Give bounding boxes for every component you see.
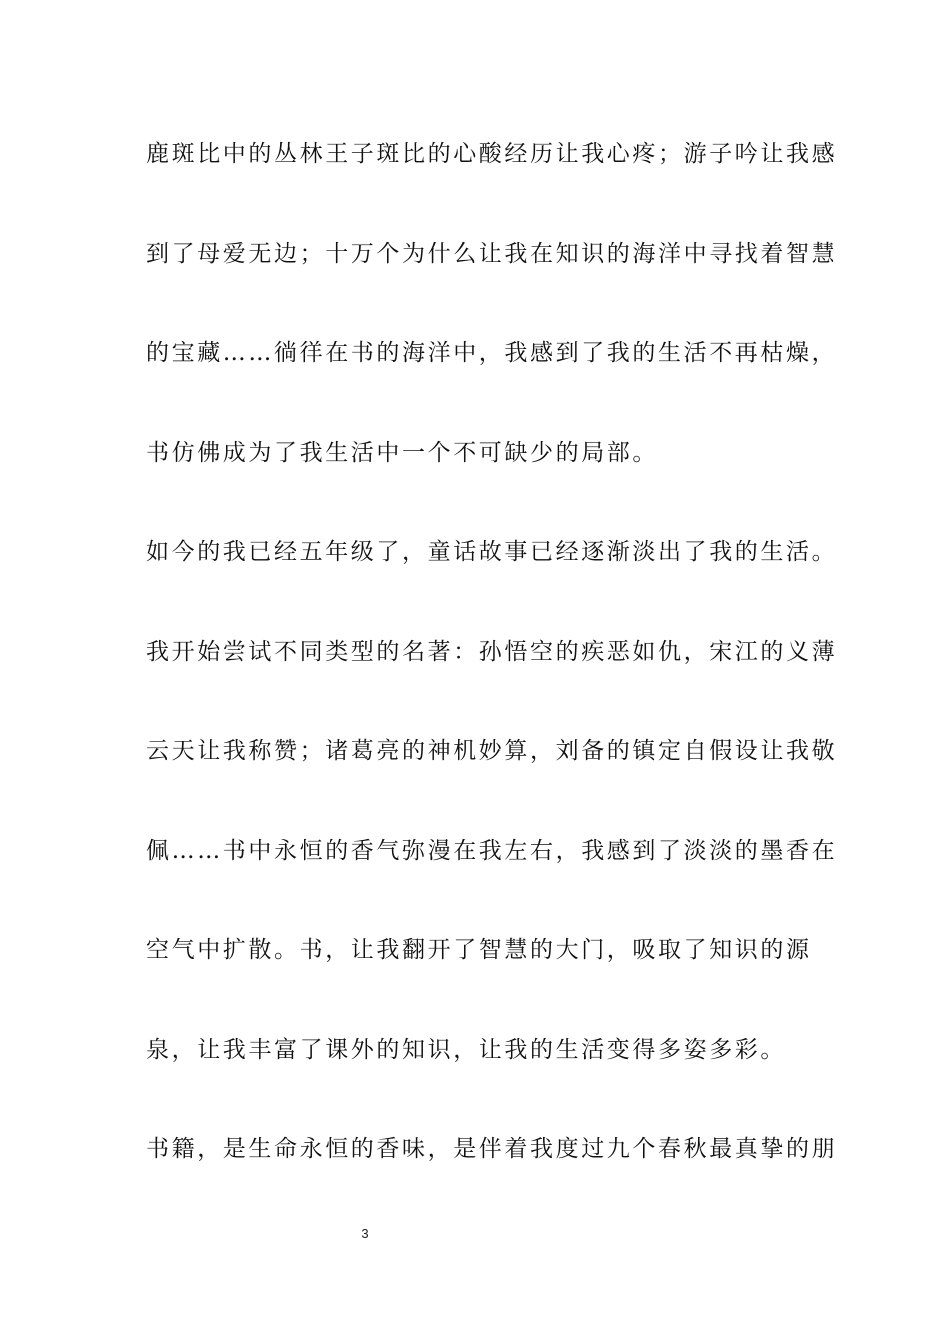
text-line: 书仿佛成为了我生活中一个不可缺少的局部。 bbox=[146, 439, 658, 466]
text-line: 书籍，是生命永恒的香味，是伴着我度过九个春秋最真挚的朋 bbox=[146, 1136, 838, 1162]
text-line: 鹿斑比中的丛林王子斑比的心酸经历让我心疼；游子吟让我感 bbox=[146, 141, 838, 167]
text-line: 我开始尝试不同类型的名著：孙悟空的疾恶如仇，宋江的义薄 bbox=[146, 638, 838, 665]
text-line: 如今的我已经五年级了，童话故事已经逐渐淡出了我的生活。 bbox=[146, 539, 838, 565]
text-line: 泉，让我丰富了课外的知识，让我的生活变得多姿多彩。 bbox=[146, 1036, 786, 1063]
text-line: 到了母爱无边；十万个为什么让我在知识的海洋中寻找着智慧 bbox=[146, 240, 838, 267]
text-line: 佩……书中永恒的香气弥漫在我左右，我感到了淡淡的墨香在 bbox=[146, 837, 838, 864]
body-text bbox=[146, 131, 838, 1226]
text-line: 云天让我称赞；诸葛亮的神机妙算，刘备的镇定自假设让我敬 bbox=[146, 738, 838, 764]
text-line: 空气中扩散。书，让我翻开了智慧的大门，吸取了知识的源 bbox=[146, 937, 812, 963]
page-number: 3 bbox=[361, 1226, 369, 1241]
text-line: 的宝藏……徜徉在书的海洋中，我感到了我的生活不再枯燥， bbox=[146, 340, 838, 366]
